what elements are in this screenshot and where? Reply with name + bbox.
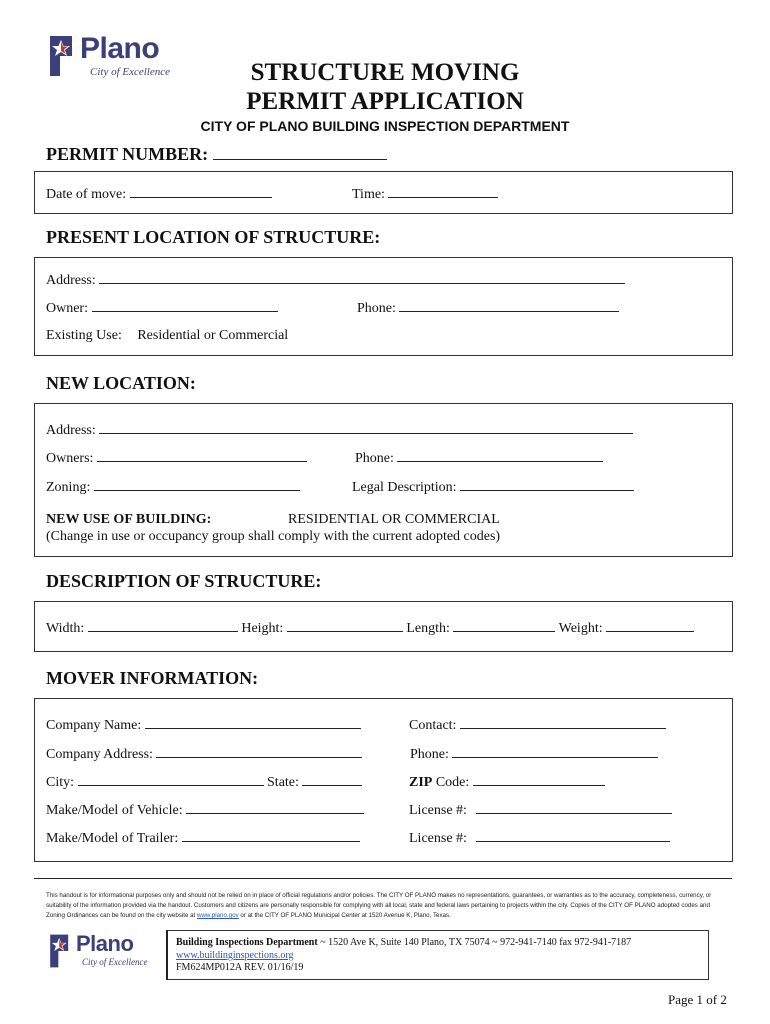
page-title <box>185 58 585 116</box>
zip-field[interactable] <box>473 774 605 786</box>
present-phone-field[interactable] <box>399 300 619 312</box>
zip-row <box>409 774 605 791</box>
present-owner-field[interactable] <box>92 300 278 312</box>
company-address-field[interactable] <box>156 746 362 758</box>
new-use-value[interactable]: RESIDENTIAL OR COMMERCIAL <box>288 512 500 527</box>
zip-label-bold: ZIP <box>409 775 433 790</box>
height-label: Height: <box>241 621 284 636</box>
present-phone-label: Phone: <box>357 301 396 316</box>
license-1-label: License #: <box>409 803 467 818</box>
page-number: Page 1 of 2 <box>668 992 727 1007</box>
new-owners-field[interactable] <box>97 450 307 462</box>
new-use-label: NEW USE OF BUILDING: <box>46 512 212 527</box>
license-2-label: License #: <box>409 831 467 846</box>
permit-number-label: PERMIT NUMBER: <box>46 144 209 164</box>
disclaimer-text <box>46 891 716 921</box>
footer-form-code: FM624MP012A REV. 01/16/19 <box>176 962 304 973</box>
contact-label: Contact: <box>409 718 457 733</box>
disclaimer-body: This handout is for informational purposes only and should not be relied on in place of official regulations and/or policies. The CITY OF PLANO makes no representations, guarantees, or warranties as to the accuracy, completeness, currency, or suitability of the information provided via the handout. Customers and citizens are personally responsible for complying with all local, state and federal laws pertaining to projects within the city. Copies of the CITY OF PLANO adopted codes and Zoning Ordinances can be found on the city website at <box>46 892 712 919</box>
title-line-1: STRUCTURE MOVING <box>250 59 520 86</box>
permit-number-row <box>46 144 387 165</box>
vehicle-label: Make/Model of Vehicle: <box>46 803 183 818</box>
mover-heading: MOVER INFORMATION: <box>46 668 259 688</box>
footer-dept-line <box>176 937 631 950</box>
footer-plano-logo <box>46 933 147 969</box>
company-name-field[interactable] <box>145 717 361 729</box>
state-label: State: <box>267 775 299 790</box>
present-address-field[interactable] <box>99 272 625 284</box>
company-name-label: Company Name: <box>46 718 142 733</box>
existing-use-value[interactable]: Residential or Commercial <box>137 328 289 343</box>
new-address-row <box>46 422 633 439</box>
company-address-label: Company Address: <box>46 747 153 762</box>
footer-plano-logo-mark-icon <box>46 933 74 969</box>
trailer-field[interactable] <box>182 830 360 842</box>
weight-field[interactable] <box>606 620 694 632</box>
length-field[interactable] <box>453 620 555 632</box>
license-1-field[interactable] <box>476 802 672 814</box>
legal-description-row <box>352 479 634 496</box>
mover-phone-label: Phone: <box>410 747 449 762</box>
dimensions-row <box>46 620 694 637</box>
permit-number-field[interactable] <box>213 145 387 160</box>
height-field[interactable] <box>287 620 403 632</box>
present-location-heading: PRESENT LOCATION OF STRUCTURE: <box>46 227 381 247</box>
present-owner-row <box>46 300 278 317</box>
plano-logo-mark-icon <box>46 34 78 78</box>
logo-wordmark: Plano <box>80 32 160 65</box>
zoning-label: Zoning: <box>46 480 91 495</box>
mover-phone-row <box>410 746 658 763</box>
contact-row <box>409 717 666 734</box>
time-field[interactable] <box>388 186 498 198</box>
contact-field[interactable] <box>460 717 666 729</box>
present-phone-row <box>357 300 619 317</box>
city-state-row <box>46 774 362 791</box>
new-address-label: Address: <box>46 423 96 438</box>
present-address-label: Address: <box>46 273 96 288</box>
footer-dept-name: Building Inspections Department <box>176 937 318 948</box>
present-address-row <box>46 272 625 289</box>
trailer-label: Make/Model of Trailer: <box>46 831 179 846</box>
new-owners-row <box>46 450 307 467</box>
disclaimer-tail: or at the CITY OF PLANO Municipal Center at 1520 Avenue K, Plano, Texas. <box>238 912 451 919</box>
description-heading: DESCRIPTION OF STRUCTURE: <box>46 571 322 591</box>
new-phone-label: Phone: <box>355 451 394 466</box>
license-1-row <box>409 802 672 819</box>
plano-website-link[interactable]: www.plano.gov <box>197 912 239 919</box>
footer-dept-address: ~ 1520 Ave K, Suite 140 Plano, TX 75074 ~ 972-941-7140 fax 972-941-7187 <box>317 937 632 948</box>
new-use-note: (Change in use or occupancy group shall comply with the current adopted codes) <box>46 529 501 544</box>
legal-description-label: Legal Description: <box>352 480 457 495</box>
license-2-row <box>409 830 670 847</box>
date-of-move-row <box>46 186 272 203</box>
footer-logo-wordmark: Plano <box>76 931 134 956</box>
city-field[interactable] <box>78 774 264 786</box>
new-phone-field[interactable] <box>397 450 603 462</box>
width-field[interactable] <box>88 620 238 632</box>
present-owner-label: Owner: <box>46 301 88 316</box>
date-of-move-label: Date of move: <box>46 187 127 202</box>
vehicle-row <box>46 802 364 819</box>
date-of-move-field[interactable] <box>130 186 272 198</box>
license-2-field[interactable] <box>476 830 670 842</box>
time-row <box>352 186 498 203</box>
zoning-row <box>46 479 300 496</box>
state-field[interactable] <box>302 774 362 786</box>
legal-description-field[interactable] <box>460 479 634 491</box>
time-label: Time: <box>352 187 385 202</box>
company-name-row <box>46 717 361 734</box>
new-phone-row <box>355 450 603 467</box>
new-address-field[interactable] <box>99 422 633 434</box>
footer-logo-tagline: City of Excellence <box>82 957 148 967</box>
footer-divider <box>34 878 732 879</box>
new-owners-label: Owners: <box>46 451 94 466</box>
company-address-row <box>46 746 362 763</box>
zoning-field[interactable] <box>94 479 300 491</box>
existing-use-row <box>46 328 288 344</box>
vehicle-field[interactable] <box>186 802 364 814</box>
zip-label: Code: <box>435 775 470 790</box>
department-name: CITY OF PLANO BUILDING INSPECTION DEPARTMENT <box>200 118 570 134</box>
new-location-heading: NEW LOCATION: <box>46 373 196 393</box>
title-line-2: PERMIT APPLICATION <box>246 88 524 115</box>
footer-contact <box>176 937 631 975</box>
length-label: Length: <box>406 621 450 636</box>
plano-logo <box>46 34 170 78</box>
width-label: Width: <box>46 621 85 636</box>
logo-tagline: City of Excellence <box>90 66 171 78</box>
weight-label: Weight: <box>558 621 603 636</box>
mover-phone-field[interactable] <box>452 746 658 758</box>
city-label: City: <box>46 775 75 790</box>
trailer-row <box>46 830 360 847</box>
footer-website-link[interactable]: www.buildinginspections.org <box>176 949 294 961</box>
existing-use-label: Existing Use: <box>46 328 122 343</box>
